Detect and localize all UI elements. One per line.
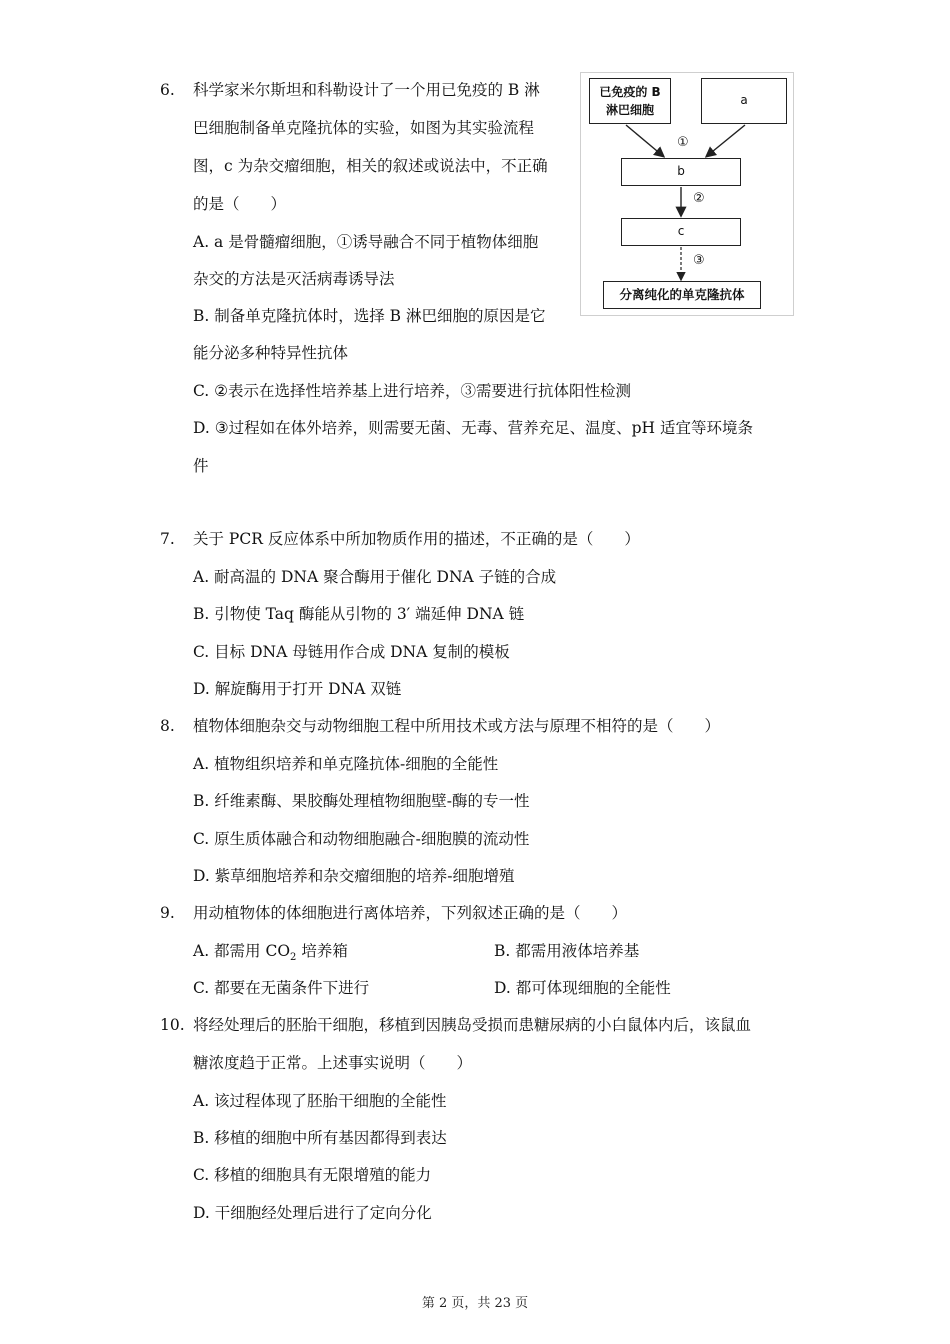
q7-option-a: A. 耐高温的 DNA 聚合酶用于催化 DNA 子链的合成: [193, 568, 557, 586]
page-footer: 第 2 页，共 23 页: [421, 1296, 529, 1311]
q9-option-a: [193, 941, 348, 968]
q7-option-d: D. 解旋酶用于打开 DNA 双链: [193, 680, 402, 698]
q9-option-c: C. 都要在无菌条件下进行: [193, 979, 370, 997]
q9-stem: 用动植物体的体细胞进行离体培养，下列叙述正确的是（ ）: [193, 904, 628, 922]
box1-line1: 已免疫的 B: [599, 85, 661, 99]
purified-antibody-box: 分离纯化的单克隆抗体: [603, 281, 761, 309]
q10-option-d: D. 干细胞经处理后进行了定向分化: [193, 1204, 432, 1222]
q6-stem-line: 的是（ ）: [193, 195, 287, 213]
q9-number: 9.: [160, 904, 175, 922]
q6-option-d-cont: 件: [193, 457, 209, 475]
q6-number: 6.: [160, 81, 175, 99]
q6-stem-line: 巴细胞制备单克隆抗体的实验，如图为其实验流程: [193, 119, 535, 137]
q8-option-b: B. 纤维素酶、果胶酶处理植物细胞壁-酶的专一性: [193, 792, 530, 810]
q6-stem-line: 科学家米尔斯坦和科勒设计了一个用已免疫的 B 淋: [193, 81, 540, 99]
q8-number: 8.: [160, 717, 175, 735]
q6-option-a: A. a 是骨髓瘤细胞，①诱导融合不同于植物体细胞: [193, 233, 539, 251]
q8-stem: 植物体细胞杂交与动物细胞工程中所用技术或方法与原理不相符的是（ ）: [193, 717, 721, 735]
q9-option-a-post: 培养箱: [296, 942, 348, 960]
q10-option-b: B. 移植的细胞中所有基因都得到表达: [193, 1129, 447, 1147]
box-b: b: [621, 158, 741, 186]
step-2-label: ②: [693, 191, 705, 206]
q8-option-d: D. 紫草细胞培养和杂交瘤细胞的培养-细胞增殖: [193, 867, 515, 885]
q7-number: 7.: [160, 530, 175, 548]
box1-line2: 淋巴细胞: [605, 103, 654, 117]
q9-option-d: D. 都可体现细胞的全能性: [494, 979, 671, 997]
q6-option-d: D. ③过程如在体外培养，则需要无菌、无毒、营养充足、温度、pH 适宜等环境条: [193, 419, 753, 437]
q7-option-b: B. 引物使 Taq 酶能从引物的 3′ 端延伸 DNA 链: [193, 605, 525, 623]
q10-option-c: C. 移植的细胞具有无限增殖的能力: [193, 1166, 432, 1184]
q6-option-b: B. 制备单克隆抗体时，选择 B 淋巴细胞的原因是它: [193, 307, 546, 325]
q8-option-a: A. 植物组织培养和单克隆抗体-细胞的全能性: [193, 755, 499, 773]
box-a: a: [701, 78, 787, 124]
q10-option-a: A. 该过程体现了胚胎干细胞的全能性: [193, 1092, 447, 1110]
q9-option-b: B. 都需用液体培养基: [494, 942, 640, 960]
q6-option-c: C. ②表示在选择性培养基上进行培养，③需要进行抗体阳性检测: [193, 382, 632, 400]
q8-option-c: C. 原生质体融合和动物细胞融合-细胞膜的流动性: [193, 830, 530, 848]
q9-option-a-sub: 2: [290, 952, 297, 963]
q7-stem: 关于 PCR 反应体系中所加物质作用的描述，不正确的是（ ）: [193, 530, 640, 548]
q9-option-a-pre: A. 都需用 CO: [193, 942, 291, 960]
q10-number: 10.: [160, 1016, 185, 1034]
q6-stem-line: 图，c 为杂交瘤细胞，相关的叙述或说法中，不正确: [193, 157, 548, 175]
q6-option-b-cont: 能分泌多种特异性抗体: [193, 344, 349, 362]
monoclonal-antibody-flow-diagram: [580, 72, 794, 316]
immune-b-cell-box: [589, 78, 671, 124]
q7-option-c: C. 目标 DNA 母链用作合成 DNA 复制的模板: [193, 643, 510, 661]
q10-stem-line: 糖浓度趋于正常。上述事实说明（ ）: [193, 1054, 473, 1072]
step-1-label: ①: [677, 135, 689, 150]
box-c: c: [621, 218, 741, 246]
q6-option-a-cont: 杂交的方法是灭活病毒诱导法: [193, 270, 395, 288]
step-3-label: ③: [693, 253, 705, 268]
q10-stem-line: 将经处理后的胚胎干细胞，移植到因胰岛受损而患糖尿病的小白鼠体内后，该鼠血: [193, 1016, 752, 1034]
